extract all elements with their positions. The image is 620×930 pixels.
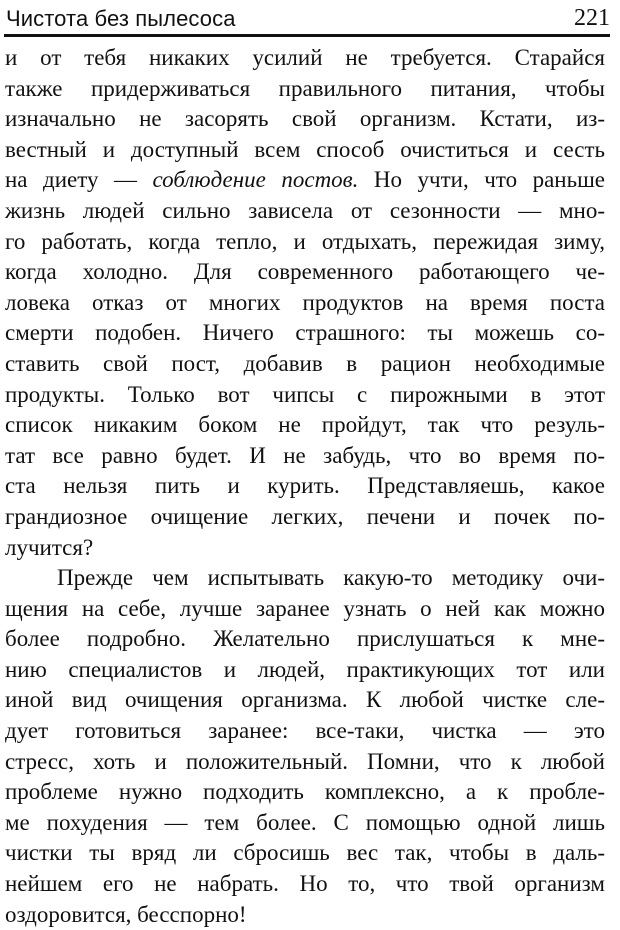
body-text <box>5 43 605 930</box>
page-number: 221 <box>574 5 610 31</box>
text-line: более подробно. Желательно прислушаться к мне- <box>5 626 605 652</box>
running-head <box>6 2 610 32</box>
text-line: вестный и доступный всем способ очиститься и сесть <box>5 136 605 162</box>
text-line: грандиозное очищение легких, печени и почек по- <box>5 503 605 529</box>
text-line: когда холодно. Для современного работающего че- <box>5 259 605 285</box>
text-line: ста нельзя пить и курить. Представляешь, какое <box>5 473 605 499</box>
text-line: проблеме нужно подходить комплексно, а к пробле- <box>5 779 605 805</box>
text-line: жизнь людей сильно зависела от сезонности — мно- <box>5 197 605 223</box>
text-line: тат все равно будет. И не забудь, что во время по- <box>5 442 605 468</box>
text-line: Прежде чем испытывать какую-то методику очи- <box>57 565 605 591</box>
text-fragment: Но учти, что раньше <box>358 167 605 193</box>
text-line: оздоровится, бесспорно! <box>5 901 247 927</box>
text-line: нейшем его не набрать. Но то, что твой организм <box>5 871 605 897</box>
text-line: лучится? <box>5 534 94 560</box>
text-line: дует готовиться заранее: все-таки, чистка — это <box>5 718 605 744</box>
text-line: список никаким боком не пройдут, так что резуль- <box>5 412 605 438</box>
text-line: ставить свой пост, добавив в рацион необходимые <box>5 350 605 376</box>
header-rule <box>4 34 610 37</box>
text-line: смерти подобен. Ничего страшного: ты можешь со- <box>5 320 605 346</box>
text-fragment: на диету — <box>5 167 153 193</box>
text-line: го работать, когда тепло, и отдыхать, пережидая зиму, <box>5 228 605 254</box>
text-line: щения на себе, лучше заранее узнать о ней как можно <box>5 595 605 621</box>
paragraph-1 <box>5 43 605 563</box>
text-line: ловека отказ от многих продуктов на время поста <box>5 289 605 315</box>
text-line <box>5 165 605 196</box>
paragraph-2 <box>5 563 605 930</box>
text-line: также придерживаться правильного питания, чтобы <box>5 75 605 101</box>
text-line: и от тебя никаких усилий не требуется. Старайся <box>5 45 605 70</box>
text-line: продукты. Только вот чипсы с пирожными в этот <box>5 381 605 407</box>
text-line: чистки ты вряд ли сбросишь вес так, чтобы в даль- <box>5 840 605 866</box>
text-line: изначально не засорять свой организм. Кстати, из- <box>5 106 605 132</box>
text-line: нию специалистов и людей, практикующих тот или <box>5 656 605 682</box>
text-line: иной вид очищения организма. К любой чистке сле- <box>5 687 605 713</box>
emphasis-text: соблюдение постов. <box>152 167 359 193</box>
text-line: ме похудения — тем более. С помощью одной лишь <box>5 809 605 835</box>
running-title: Чистота без пылесоса <box>6 6 236 31</box>
text-line: стресс, хоть и положительный. Помни, что к любой <box>5 748 605 774</box>
